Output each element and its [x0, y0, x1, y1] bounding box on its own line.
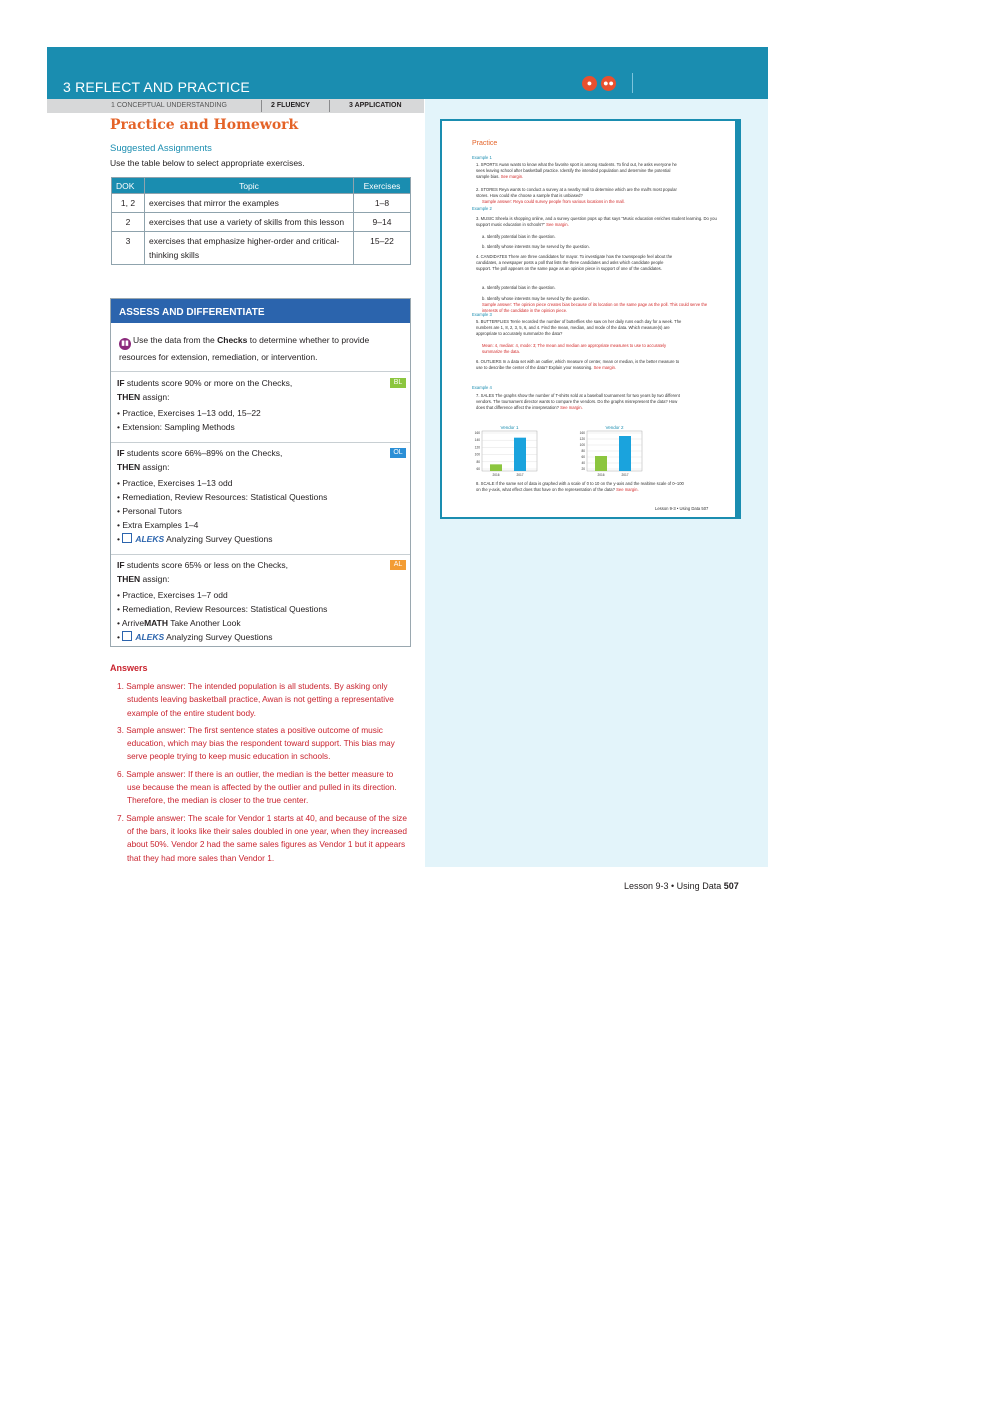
chart-title: Vendor 1 [500, 425, 519, 430]
thumb-example: Example 3 [472, 312, 492, 317]
aleks-logo: ALEKS [135, 534, 165, 544]
x-tick-label: 2016 [597, 473, 605, 477]
if-word: IF [117, 560, 125, 570]
assign-word: assign: [140, 392, 170, 402]
badge-bl: BL [390, 378, 406, 388]
y-tick-label: 140 [474, 438, 480, 443]
intro-text-end: to determine whether to provide resources for extension, remediation, or intervention. [119, 335, 370, 362]
exercises-cell: 15–22 [354, 232, 411, 265]
q4-answer: Sample answer: The opinion piece creates bias because of its location on the same page as the poll. This could serve the interests of the candidate in the opinion piece. [482, 302, 708, 313]
assignment-table [111, 177, 411, 265]
stage-tabs [47, 99, 424, 113]
q3a: a. Identify potential bias in the question. [482, 234, 556, 239]
y-tick-label: 160 [579, 431, 585, 435]
then-word: THEN [117, 462, 141, 472]
list-item: • Remediation, Review Resources: Statistical Questions [117, 604, 328, 614]
vendor-2-chart [580, 425, 642, 477]
list-item: • Extension: Sampling Methods [117, 422, 235, 432]
thumb-q1 [476, 162, 681, 180]
assess-differentiate-box [110, 298, 411, 647]
thumb-q5: 5. BUTTERFLIES Terrie recorded the number of butterflies she saw on her daily runs each day for a week. The numbers are 1, 8, 2, 3, 5, 6, and 4. Find the mean, median, and mode of the data. Which measure(s) are appropriate to accurately summarize the data? [476, 319, 682, 336]
answers-title: Answers [110, 663, 148, 673]
page-number: 507 [723, 881, 739, 891]
assess-intro [119, 333, 404, 364]
arrive-pre: • Arrive [117, 618, 145, 628]
suggested-intro: Use the table below to select appropriate exercises. [110, 158, 305, 168]
intro-text: Use the data from the [133, 335, 218, 345]
dok-cell: 3 [112, 232, 145, 265]
assign-word: assign: [140, 574, 170, 584]
tab-application: 3 APPLICATION [349, 102, 402, 109]
aleks-icon [122, 533, 132, 543]
if-word: IF [117, 448, 125, 458]
thumb-q2: 2. STORES Reya wants to conduct a survey at a nearby mall to determine which are the mall's most popular stores. How could she choose a sample that is unbiased? [476, 187, 677, 198]
divider [111, 371, 410, 372]
list-item: • Practice, Exercises 1–13 odd [117, 478, 233, 488]
if-word: IF [117, 378, 125, 388]
page-heading: Practice and Homework [110, 117, 299, 133]
dok-cell: 1, 2 [112, 194, 145, 213]
chart-title: Vendor 2 [605, 425, 624, 430]
thumb-title: Practice [472, 140, 498, 147]
arrive-post: Take Another Look [168, 618, 241, 628]
answer-item: 3. Sample answer: The first sentence states a positive outcome of music education, which may bias the respondent toward support. This bias may serve people trying to keep music education in schools. [117, 724, 395, 762]
x-tick-label: 2017 [516, 473, 524, 477]
footer-lesson: Lesson 9-3 • Using Data [624, 881, 724, 891]
thumb-example: Example 4 [472, 385, 492, 390]
answers-list [117, 680, 407, 869]
list-item: • Remediation, Review Resources: Statistical Questions [117, 492, 328, 502]
answer-item: 6. Sample answer: If there is an outlier, the median is the better measure to use because the mean is affected by the outlier and pulled in its direction. Therefore, the median is closer to the true center. [117, 768, 397, 806]
thumb-q7 [476, 393, 686, 411]
table-row [112, 232, 411, 265]
y-tick-label: 60 [581, 455, 585, 459]
q1-text: 1. SPORTS Awan wants to know what the favorite sport is among students. To find out, he asks everyone he sees leaving school after basketball practice. Identify the intended population and determine the potential sample bias. [476, 162, 677, 179]
section-title: 3 REFLECT AND PRACTICE [63, 79, 250, 95]
y-tick-label: 100 [579, 443, 585, 447]
checks-icon: ▮▮ [119, 338, 131, 350]
if-text: students score 65% or less on the Checks, [124, 560, 289, 570]
thumb-footer: Lesson 9-3 • Using Data 507 [655, 506, 709, 511]
exercises-cell: 1–8 [354, 194, 411, 213]
q8-answer: See margin. [616, 487, 639, 492]
table-row [112, 194, 411, 213]
banner-divider [632, 73, 633, 93]
assess-title: ASSESS AND DIFFERENTIATE [111, 299, 410, 323]
q8-text: 8. SCALE If the same set of data is graphed with a scale of 0 to 10 on the y-axis and the realtime scale of 0–100 on the y-axis, what effect does that have on the representation of the data? [476, 481, 684, 492]
bar [490, 464, 502, 471]
topic-cell: exercises that use a variety of skills from this lesson [145, 213, 354, 232]
q7-answer: See margin. [560, 405, 583, 410]
col-exercises: Exercises [354, 178, 411, 194]
y-tick-label: 80 [476, 459, 480, 464]
col-dok: DOK [112, 178, 145, 194]
q3b: b. Identify whose interests may be served by the question. [482, 244, 590, 249]
thumb-q6 [476, 359, 686, 371]
topic-cell: exercises that emphasize higher-order and critical-thinking skills [145, 232, 354, 265]
q4a: a. Identify potential bias in the question. [482, 285, 556, 290]
intro-checks: Checks [217, 335, 248, 345]
q3-text: 3. MUSIC Sheela is shopping online, and a survey question pops up that says "Music education enriches student learning. Do you support music education in schools?" [476, 216, 717, 227]
x-tick-label: 2017 [621, 473, 629, 477]
suggested-assignments-title: Suggested Assignments [110, 143, 212, 154]
divider [111, 554, 410, 555]
y-tick-label: 20 [581, 467, 585, 471]
aleks-logo: ALEKS [135, 632, 165, 642]
y-tick-label: 120 [579, 437, 585, 441]
list-item: • Personal Tutors [117, 506, 182, 516]
aleks-item: Analyzing Survey Questions [166, 632, 273, 642]
list-item: • Extra Examples 1–4 [117, 520, 199, 530]
vendor-charts [472, 423, 712, 483]
q2-answer: Sample answer: Reya could survey people from various locations in the mall. [482, 199, 625, 204]
assign-block-bl [117, 376, 402, 434]
y-tick-label: 60 [476, 467, 480, 471]
dok-cell: 2 [112, 213, 145, 232]
q6-answer: See margin. [593, 365, 617, 370]
q1-answer: See margin. [500, 174, 524, 179]
tab-separator [329, 100, 330, 112]
bar [619, 436, 631, 471]
table-row [112, 213, 411, 232]
x-tick-label: 2016 [492, 473, 500, 477]
list-item [117, 616, 402, 630]
q7-text: 7. SALES The graphs show the number of T-shirts sold at a baseball tournament for two years by two different vendors. The tournament director wants to compare the vendors. Do the graphs misrepresent the data? How does that difference affect the interpretation? [476, 393, 680, 410]
exercises-cell: 9–14 [354, 213, 411, 232]
banner-icons [582, 76, 616, 91]
answer-item: 7. Sample answer: The scale for Vendor 1 starts at 40, and because of the size of the bars, it looks like their sales doubled in one year, when they increased about 50%. Vendor 2 had the same sales figures as Vendor 1 but it appears that they had more sales than Vendor 1. [117, 812, 407, 863]
aleks-icon [122, 631, 132, 641]
tab-separator [261, 100, 262, 112]
tab-conceptual: 1 CONCEPTUAL UNDERSTANDING [111, 102, 227, 109]
y-tick-label: 160 [474, 431, 480, 435]
y-tick-label: 120 [474, 445, 480, 450]
aleks-item: Analyzing Survey Questions [166, 534, 273, 544]
thumb-q3 [476, 216, 721, 228]
divider [111, 442, 410, 443]
group-icon: ●● [601, 76, 616, 91]
vendor-1-chart [475, 425, 537, 477]
y-tick-label: 80 [581, 449, 585, 453]
thumb-example: Example 1 [472, 155, 492, 160]
thumb-example: Example 2 [472, 206, 492, 211]
single-person-icon: ● [582, 76, 597, 91]
arrive-math: MATH [144, 618, 168, 628]
badge-ol: OL [390, 448, 406, 458]
answer-item: 1. Sample answer: The intended population is all students. By asking only students leaving basketball practice, Awan is not getting a representative example of the entire student body. [117, 681, 394, 718]
topic-cell: exercises that mirror the examples [145, 194, 354, 213]
y-tick-label: 40 [581, 461, 585, 465]
thumb-q8 [476, 481, 686, 493]
q3-answer: See margin. [546, 222, 569, 227]
list-item: • ALEKS Analyzing Survey Questions [117, 534, 273, 544]
q4b: b. Identify whose interests may be served by the question. [482, 296, 590, 301]
badge-al: AL [390, 560, 406, 570]
then-word: THEN [117, 574, 141, 584]
assign-block-ol [117, 446, 402, 546]
assign-block-al [117, 558, 402, 644]
list-item: • Practice, Exercises 1–13 odd, 15–22 [117, 408, 261, 418]
student-page-thumbnail [440, 119, 741, 519]
then-word: THEN [117, 392, 141, 402]
bar [595, 456, 607, 471]
if-text: students score 90% or more on the Checks, [124, 378, 293, 388]
q6-text: 6. OUTLIERS In a data set with an outlier, which measure of center, mean or median, is the better measure to use to describe the center of the data? Explain your reasoning. [476, 359, 680, 370]
list-item: • ALEKS Analyzing Survey Questions [117, 632, 273, 642]
list-item: • Practice, Exercises 1–7 odd [117, 590, 228, 600]
thumb-q4: 4. CANDIDATES There are three candidates for mayor. To investigate how the townspeople feel about the candidates, a newspaper posts a poll that lists the three candidates and asks which candidate people support. The poll appears on the same page as an opinion piece in support of one of the candidates. [476, 254, 673, 271]
tab-fluency: 2 FLUENCY [271, 102, 310, 109]
page-footer [624, 881, 739, 891]
y-tick-label: 100 [474, 452, 480, 457]
if-text: students score 66%–89% on the Checks, [124, 448, 283, 458]
bar [514, 438, 526, 471]
q5-answer: Mean: 4, median: 4, mode: 3; The mean and median are appropriate measures to use to accurately summarize the data. [482, 343, 667, 354]
col-topic: Topic [145, 178, 354, 194]
assign-word: assign: [140, 462, 170, 472]
